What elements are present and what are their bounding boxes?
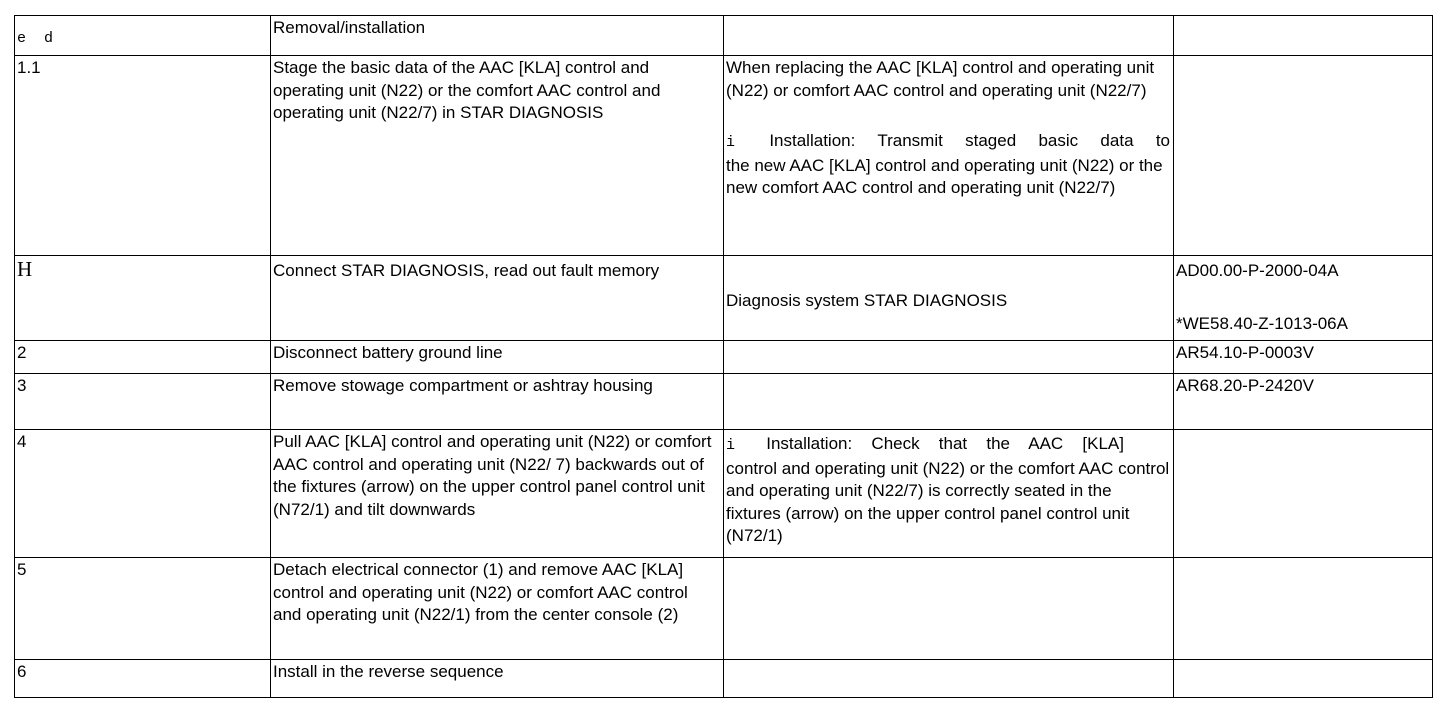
header-empty-cell xyxy=(1174,16,1433,56)
step-number: 3 xyxy=(17,376,27,395)
note-cell xyxy=(724,430,1174,558)
step-text: Remove stowage compartment or ashtray housing xyxy=(273,376,653,395)
step-number: 6 xyxy=(17,662,27,681)
reference-link[interactable]: AD00.00-P-2000-04A xyxy=(1176,261,1339,280)
step-text-cell xyxy=(271,430,724,558)
table-row-h xyxy=(15,256,1433,341)
step-text-cell xyxy=(271,56,724,256)
header-title: Removal/installation xyxy=(273,18,426,37)
info-note-text: control and operating unit (N22) or the comfort AAC control and operating unit (N22/7) is correctly seated in the fixtures (arrow) on the upper control panel control unit (N72/1) xyxy=(726,458,1170,545)
reference-cell xyxy=(1174,374,1433,430)
note-cell xyxy=(724,56,1174,256)
table-header-row xyxy=(15,16,1433,56)
info-head-text: Check that the AAC [KLA] xyxy=(871,434,1124,453)
step-text: Pull AAC [KLA] control and operating unit (N22) or comfort AAC control and operating unit (N22/ 7) backwards out of the fixtures (arrow) on the upper control panel control unit (N72/1) and tilt downwards xyxy=(273,432,712,519)
step-number: 1.1 xyxy=(17,58,41,77)
reference-cell xyxy=(1174,256,1433,341)
note-text: Diagnosis system STAR DIAGNOSIS xyxy=(726,291,1008,310)
header-empty-cell xyxy=(724,16,1174,56)
step-text-cell xyxy=(271,256,724,341)
info-icon: i xyxy=(726,437,736,454)
reference-link[interactable]: AR68.20-P-2420V xyxy=(1176,376,1314,395)
info-label: Installation: xyxy=(766,434,853,453)
step-text: Stage the basic data of the AAC [KLA] control and operating unit (N22) or the comfort AAC control and operating unit (N22/7) in STAR DIAGNOSIS xyxy=(273,58,661,122)
step-number-cell xyxy=(15,660,271,698)
step-number: H xyxy=(17,257,33,281)
step-text: Detach electrical connector (1) and remove AAC [KLA] control and operating unit (N22) or comfort AAC control and operating unit (N22/1) from the center console (2) xyxy=(273,560,688,624)
reference-link[interactable]: AR54.10-P-0003V xyxy=(1176,343,1314,362)
header-marker-cell xyxy=(15,16,271,56)
header-marker: e d xyxy=(17,30,54,47)
info-note-head xyxy=(726,433,1124,458)
note-cell xyxy=(724,341,1174,374)
header-title-cell xyxy=(271,16,724,56)
reference-cell xyxy=(1174,660,1433,698)
info-label: Installation: xyxy=(769,131,856,150)
reference-cell xyxy=(1174,430,1433,558)
note-cell xyxy=(724,256,1174,341)
note-text: When replacing the AAC [KLA] control and operating unit (N22) or comfort AAC control and operating unit (N22/7) xyxy=(726,58,1155,100)
note-cell xyxy=(724,374,1174,430)
table-row-1-1 xyxy=(15,56,1433,256)
reference-cell xyxy=(1174,341,1433,374)
step-text-cell xyxy=(271,374,724,430)
procedure-table xyxy=(14,15,1433,698)
info-note-text: the new AAC [KLA] control and operating unit (N22) or the new comfort AAC control and operating unit (N22/7) xyxy=(726,155,1163,197)
reference-cell xyxy=(1174,558,1433,660)
step-number-cell xyxy=(15,558,271,660)
reference-link[interactable]: *WE58.40-Z-1013-06A xyxy=(1176,313,1348,333)
step-number-cell xyxy=(15,256,271,341)
step-number: 5 xyxy=(17,560,27,579)
info-icon: i xyxy=(726,134,736,151)
step-number-cell xyxy=(15,374,271,430)
step-number: 2 xyxy=(17,343,27,362)
table-row-3 xyxy=(15,374,1433,430)
reference-cell xyxy=(1174,56,1433,256)
step-text-cell xyxy=(271,341,724,374)
table-row-4 xyxy=(15,430,1433,558)
step-text: Connect STAR DIAGNOSIS, read out fault memory xyxy=(273,261,660,280)
step-number-cell xyxy=(15,430,271,558)
step-text: Install in the reverse sequence xyxy=(273,662,504,681)
table-row-2 xyxy=(15,341,1433,374)
info-head-text: Transmit staged basic data to xyxy=(877,131,1170,150)
info-note-head xyxy=(726,130,1170,155)
step-number-cell xyxy=(15,341,271,374)
step-text-cell xyxy=(271,660,724,698)
table-row-5 xyxy=(15,558,1433,660)
step-number-cell xyxy=(15,56,271,256)
step-text: Disconnect battery ground line xyxy=(273,343,503,362)
note-cell xyxy=(724,660,1174,698)
step-text-cell xyxy=(271,558,724,660)
note-cell xyxy=(724,558,1174,660)
step-number: 4 xyxy=(17,432,27,451)
table-row-6 xyxy=(15,660,1433,698)
